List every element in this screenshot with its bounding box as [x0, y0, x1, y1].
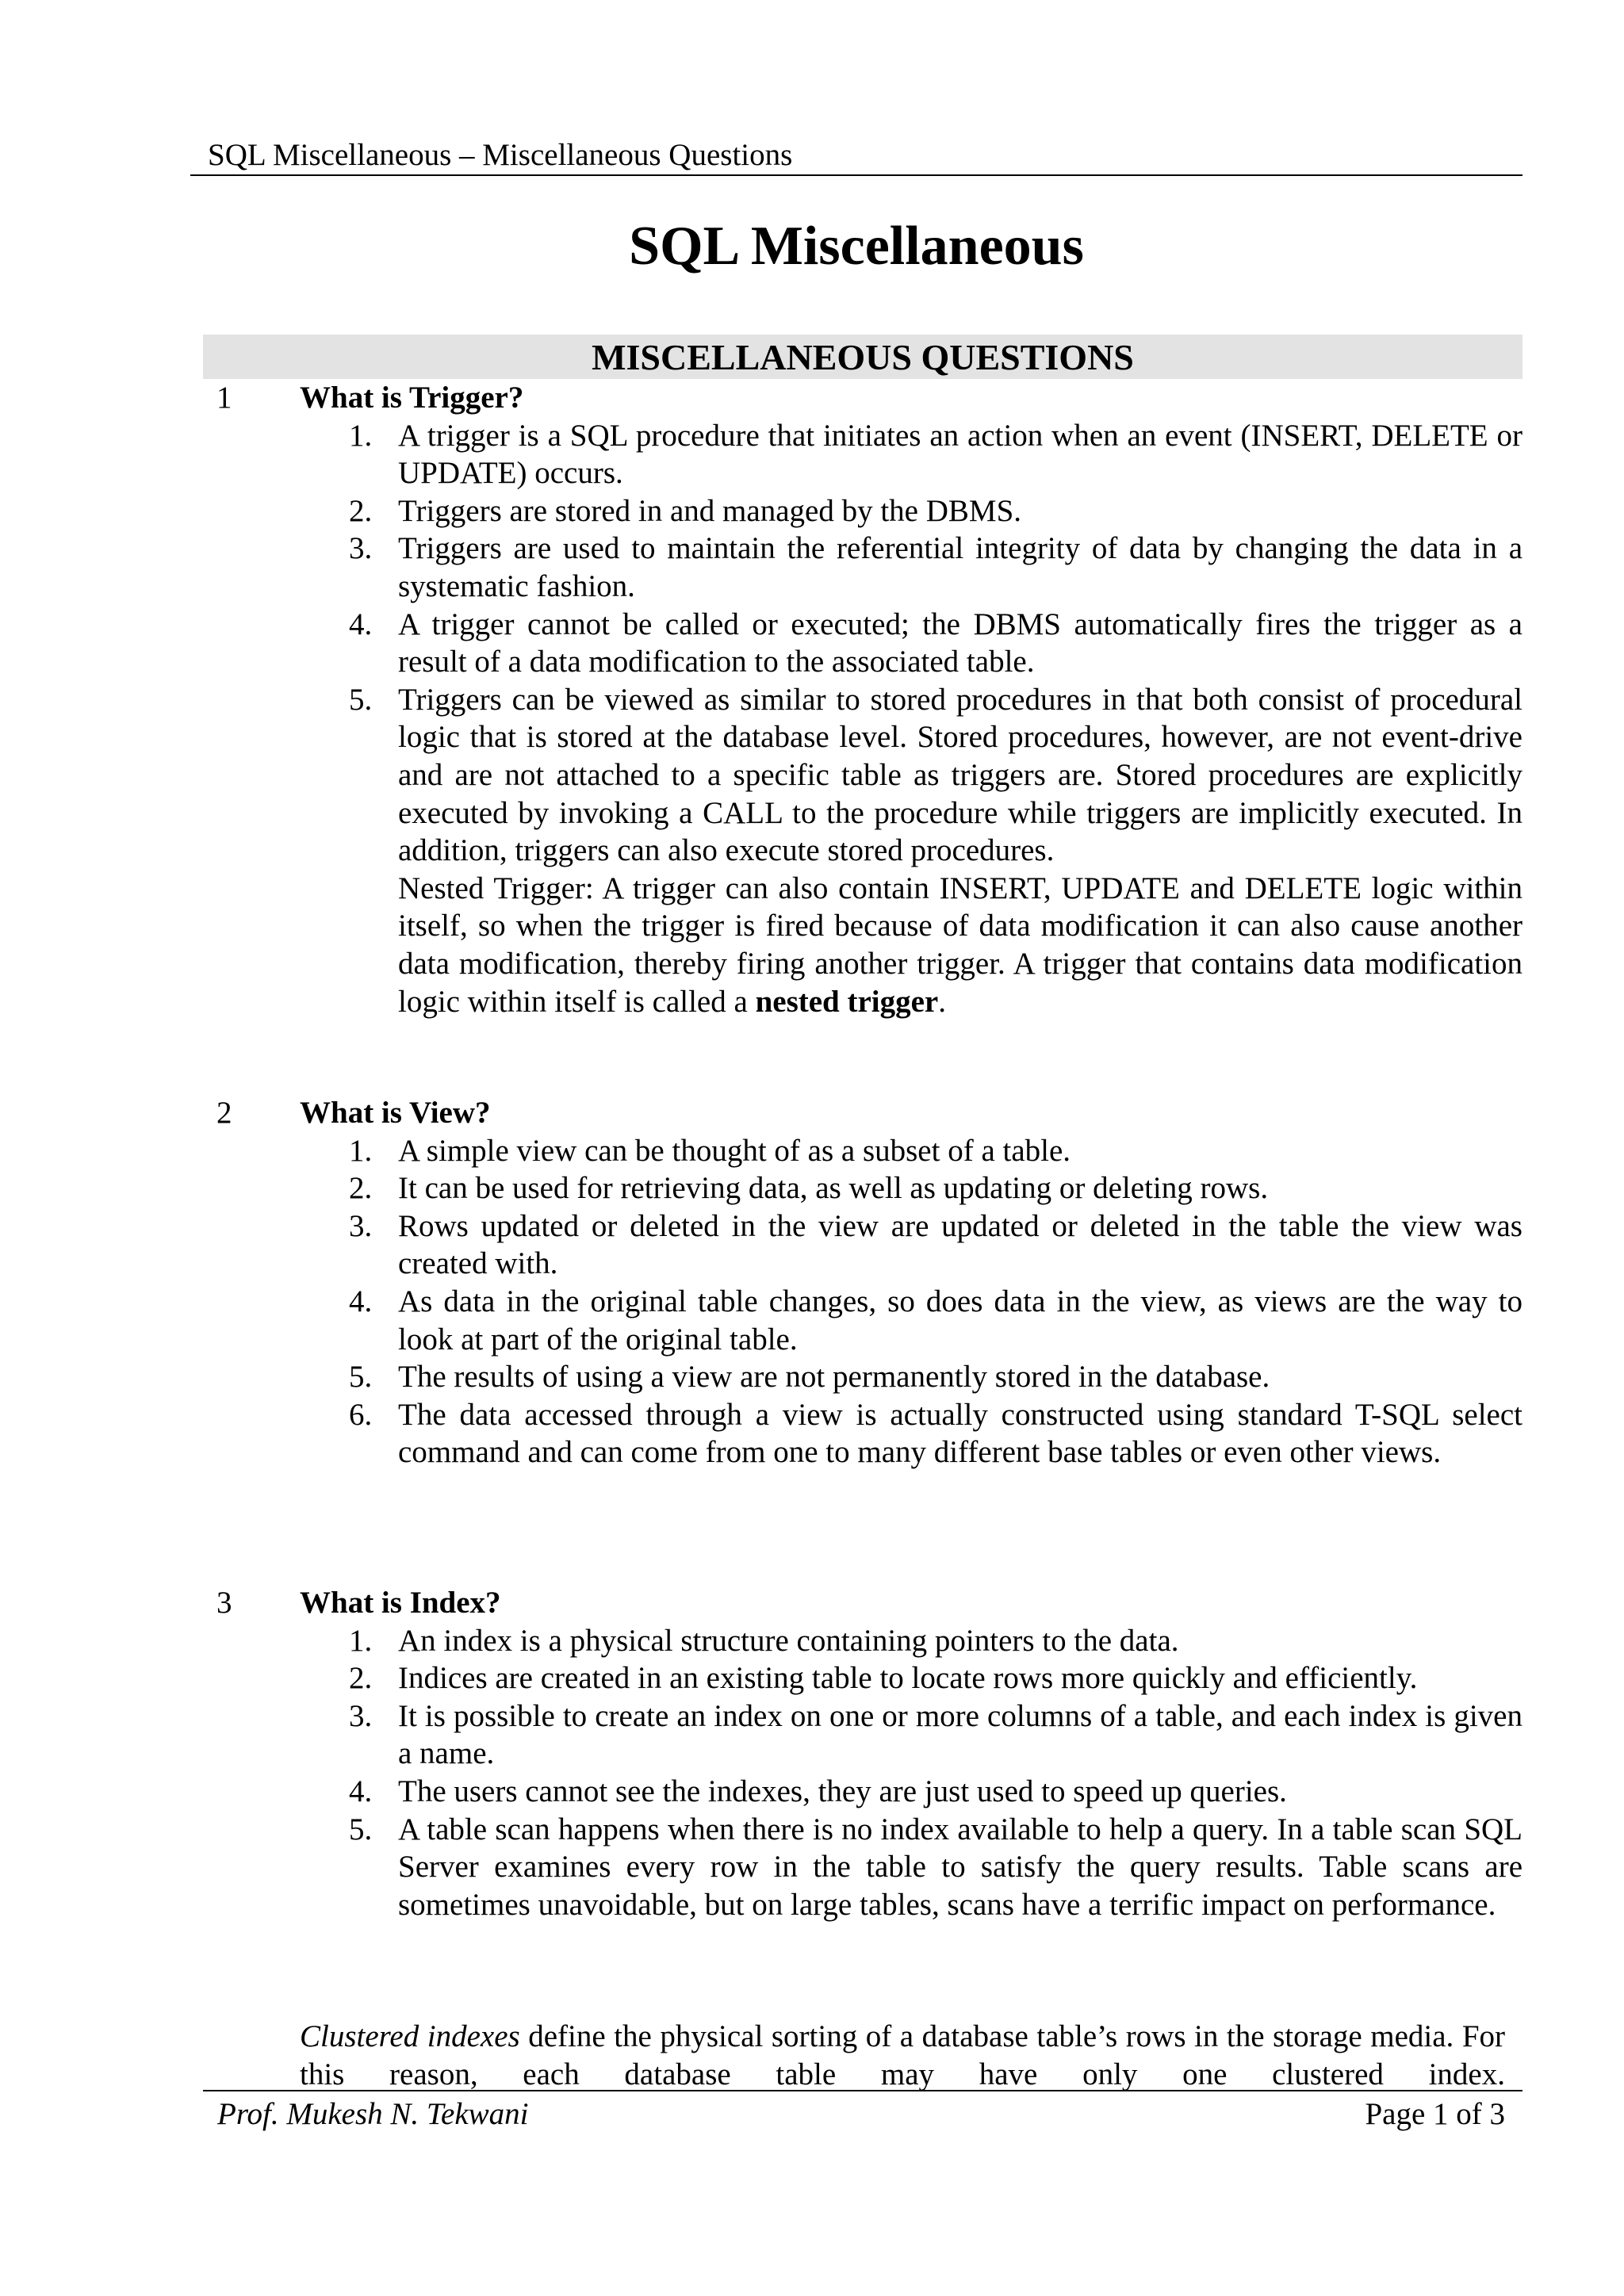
list-item: [349, 1283, 1522, 1358]
italic-lead: Clustered indexes: [300, 2019, 520, 2053]
list-item-text: Triggers are used to maintain the referential integrity of data by changing the data in a systematic fashion.: [398, 531, 1522, 603]
footer-author: Prof. Mukesh N. Tekwani: [217, 2097, 529, 2131]
list-item-text: A simple view can be thought of as a subset of a table.: [398, 1133, 1071, 1168]
list-item-text: Triggers are stored in and managed by the DBMS.: [398, 493, 1022, 528]
section-heading: MISCELLANEOUS QUESTIONS: [203, 335, 1522, 379]
list-item-number: 4.: [349, 607, 373, 641]
list-item-number: 2.: [349, 493, 373, 528]
list-item-text: Indices are created in an existing table to locate rows more quickly and efficiently.: [398, 1661, 1418, 1696]
list-item-number: 4.: [349, 1774, 373, 1808]
list-item-number: 3.: [349, 1698, 373, 1733]
question-title: What is Trigger?: [300, 381, 524, 415]
list-item-number: 4.: [349, 1284, 373, 1318]
answer-list: [190, 1622, 1522, 1924]
list-item: [349, 606, 1522, 681]
list-item: [349, 1622, 1522, 1660]
list-item-number: 1.: [349, 1623, 373, 1658]
question-title: What is View?: [300, 1096, 491, 1130]
list-item-number: 2.: [349, 1661, 373, 1696]
list-item: [349, 1773, 1522, 1811]
list-item-number: 3.: [349, 531, 373, 566]
question-number: 2: [216, 1096, 232, 1130]
question-block-view: [190, 1094, 1522, 1471]
answer-list: [190, 417, 1522, 870]
list-item: [349, 1659, 1522, 1697]
list-item: [349, 417, 1522, 492]
list-item: [349, 1811, 1522, 1924]
list-item: [349, 1358, 1522, 1396]
list-item-number: 2.: [349, 1171, 373, 1206]
list-item-text: The results of using a view are not permanently stored in the database.: [398, 1360, 1270, 1395]
list-item-number: 3.: [349, 1208, 373, 1243]
question-block-trigger: [190, 379, 1522, 1020]
list-item-text: A trigger cannot be called or executed; the DBMS automatically fires the trigger as a result of a data modification to the associated table.: [398, 607, 1522, 679]
list-item: [349, 681, 1522, 870]
question-number: 3: [216, 1586, 232, 1620]
page-number: Page 1 of 3: [1365, 2097, 1505, 2131]
list-item: [349, 1396, 1522, 1471]
page-footer: [203, 2090, 1522, 2131]
list-item-text: A trigger is a SQL procedure that initiates an action when an event (INSERT, DELETE or UPDATE) occurs.: [398, 418, 1522, 491]
running-header: SQL Miscellaneous – Miscellaneous Questions: [190, 136, 1522, 176]
list-item-number: 5.: [349, 1812, 373, 1846]
list-item: [349, 492, 1522, 530]
list-item-text: Triggers can be viewed as similar to stored procedures in that both consist of procedural logic that is stored at the database level. Stored procedures, however, are not event-drive and are not attached to a specific table as triggers are. Stored procedures are explicitly executed by invoking a CALL to the procedure while triggers are implicitly executed. In addition, triggers can also execute stored procedures.: [398, 682, 1522, 868]
list-item-number: 1.: [349, 418, 373, 453]
list-item: [349, 1169, 1522, 1207]
list-item-text: As data in the original table changes, so does data in the view, as views are the way to look at part of the original table.: [398, 1284, 1522, 1357]
list-item: [349, 1207, 1522, 1283]
note-end: .: [938, 984, 946, 1019]
list-item-number: 6.: [349, 1397, 373, 1432]
list-item: [349, 530, 1522, 605]
question-title: What is Index?: [300, 1586, 501, 1620]
list-item: [349, 1132, 1522, 1170]
note-bold-term: nested trigger: [755, 984, 939, 1019]
list-item-text: It can be used for retrieving data, as well as updating or deleting rows.: [398, 1171, 1269, 1206]
list-item-number: 1.: [349, 1133, 373, 1168]
list-item-text: A table scan happens when there is no index available to help a query. In a table scan SQL Server examines every row in the table to satisfy the query results. Table scans are sometimes unavoidable, but on large tables, scans have a terrific impact on performance.: [398, 1812, 1522, 1922]
note-text: Nested Trigger: A trigger can also contain INSERT, UPDATE and DELETE logic within itself, so when the trigger is fired because of data modification it can also cause another data modification, thereby firing another trigger. A trigger that contains data modification logic within itself is called a: [398, 871, 1522, 1019]
question-number: 1: [216, 381, 232, 415]
list-item-text: An index is a physical structure containing pointers to the data.: [398, 1623, 1179, 1658]
list-item-text: The users cannot see the indexes, they are just used to speed up queries.: [398, 1774, 1287, 1808]
list-item-number: 5.: [349, 682, 373, 717]
list-item-number: 5.: [349, 1360, 373, 1395]
list-item: [349, 1697, 1522, 1773]
page-title: SQL Miscellaneous: [629, 216, 1084, 277]
paragraph-text: define the physical sorting of a database table’s rows in the storage media. For this reason, each database table may have only one clustered index.: [300, 2019, 1505, 2091]
question-block-index: [190, 1584, 1522, 1923]
list-item-text: The data accessed through a view is actually constructed using standard T-SQL select command and can come from one to many different base tables or even other views.: [398, 1397, 1522, 1470]
list-item-text: Rows updated or deleted in the view are updated or deleted in the table the view was created with.: [398, 1208, 1522, 1281]
clustered-index-paragraph: [300, 2018, 1505, 2093]
answer-list: [190, 1132, 1522, 1471]
nested-trigger-note: [398, 870, 1522, 1020]
list-item-text: It is possible to create an index on one or more columns of a table, and each index is given a name.: [398, 1698, 1522, 1771]
